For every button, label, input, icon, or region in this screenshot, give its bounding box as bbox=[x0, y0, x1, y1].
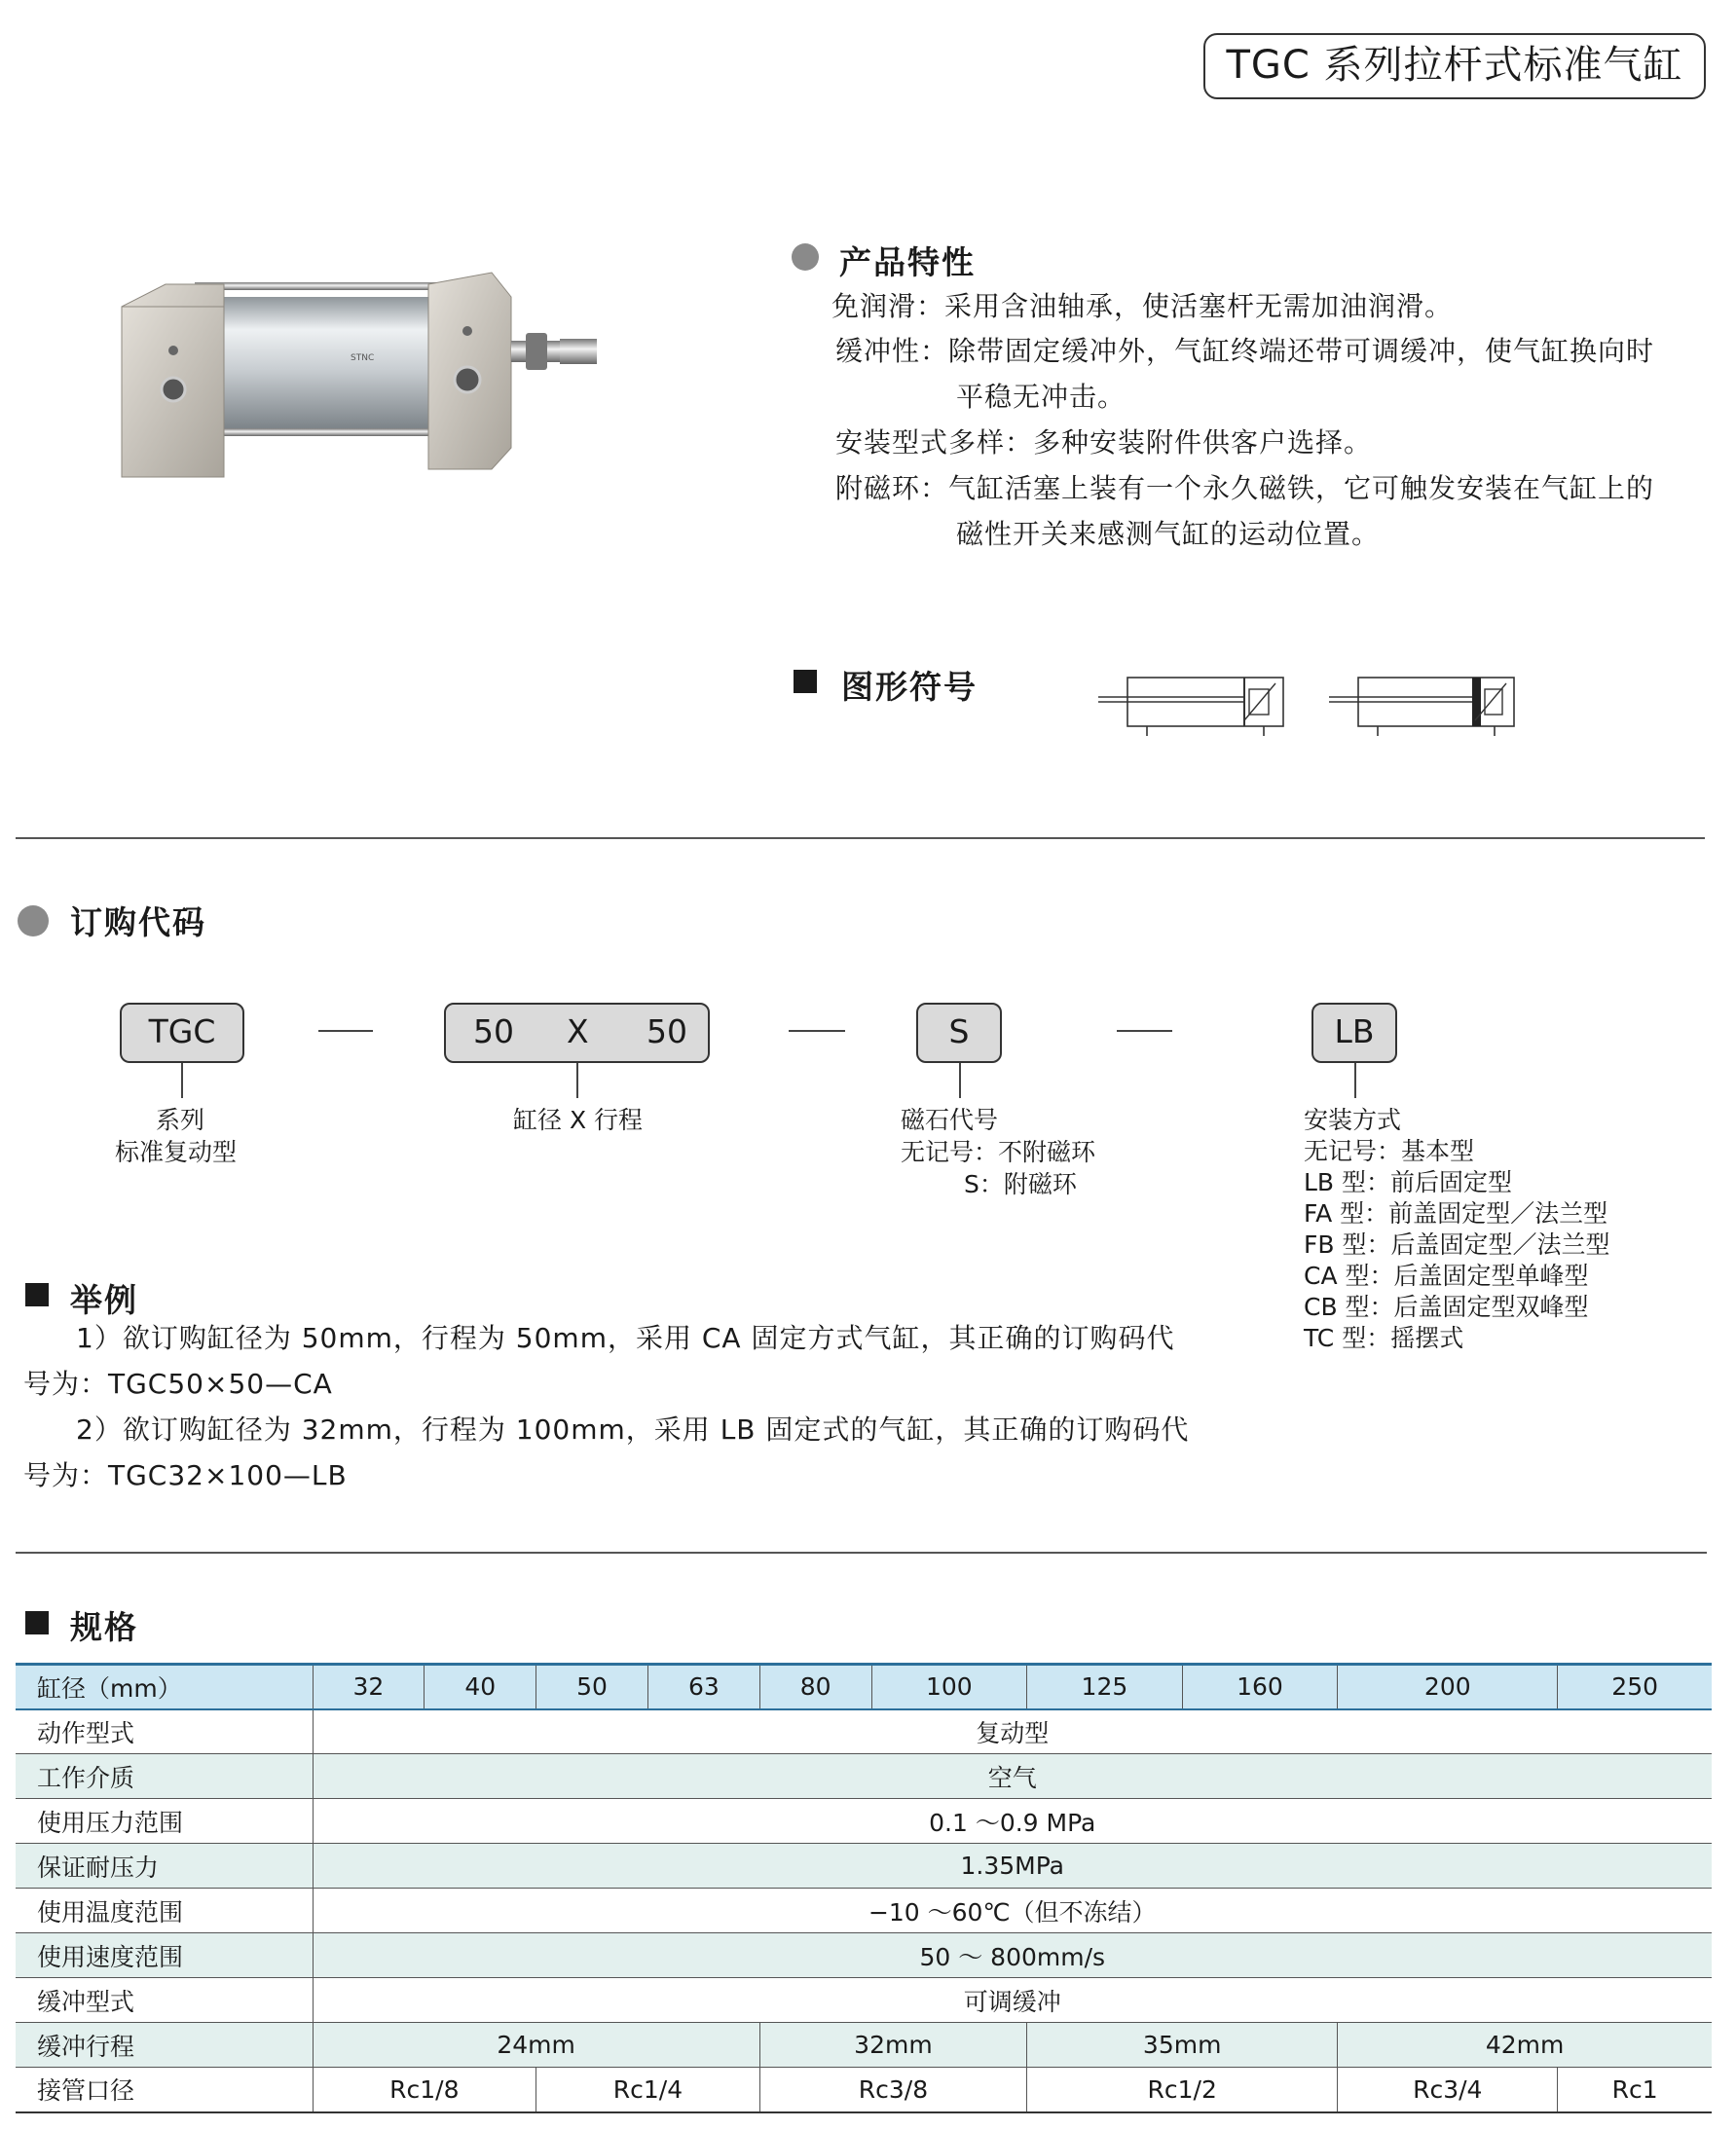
leader-line bbox=[181, 1063, 183, 1098]
mount-desc: 安装方式 bbox=[1304, 1106, 1402, 1134]
magnet-desc: S：附磁环 bbox=[964, 1170, 1077, 1198]
example-line: 2）欲订购缸径为 32mm，行程为 100mm，采用 LB 固定式的气缸，其正确的订购码代 bbox=[76, 1413, 1190, 1446]
cylinder-magnet-symbol-icon bbox=[1329, 670, 1524, 740]
magnet-code-box: S bbox=[916, 1003, 1002, 1063]
spec-table bbox=[16, 1663, 1712, 2113]
mount-desc: TC 型：摇摆式 bbox=[1304, 1324, 1464, 1352]
mount-desc: CB 型：后盖固定型双峰型 bbox=[1304, 1293, 1589, 1321]
row-value: Rc1/4 bbox=[536, 2068, 760, 2112]
series-desc: 系列 bbox=[156, 1106, 205, 1134]
row-value: 35mm bbox=[1027, 2023, 1338, 2068]
magnet-desc: 磁石代号 bbox=[901, 1106, 999, 1134]
row-label: 使用压力范围 bbox=[16, 1799, 313, 1844]
row-value: 复动型 bbox=[313, 1709, 1712, 1754]
mount-desc: 无记号：基本型 bbox=[1304, 1137, 1475, 1165]
feature-line: 平稳无冲击。 bbox=[956, 381, 1127, 413]
example-bullet-icon bbox=[25, 1283, 49, 1310]
divider bbox=[16, 1552, 1707, 1554]
mount-desc: FA 型：前盖固定型／法兰型 bbox=[1304, 1199, 1608, 1228]
mount-desc: CA 型：后盖固定型单峰型 bbox=[1304, 1262, 1589, 1290]
cylinder-symbol-icon bbox=[1098, 670, 1293, 740]
feature-line: 磁性开关来感测气缸的运动位置。 bbox=[956, 518, 1381, 550]
feature-line: 免润滑：采用含油轴承，使活塞杆无需加油润滑。 bbox=[831, 290, 1454, 322]
order-bullet-icon bbox=[18, 905, 49, 940]
bore-cell: 100 bbox=[871, 1665, 1027, 1709]
bore-stroke-code-box bbox=[444, 1003, 710, 1063]
row-value: Rc1/8 bbox=[313, 2068, 536, 2112]
brand-label: STNC bbox=[351, 353, 375, 363]
table-row bbox=[16, 1799, 1712, 1844]
table-row bbox=[16, 1754, 1712, 1799]
order-code-title: 订购代码 bbox=[70, 903, 206, 941]
example-title: 举例 bbox=[70, 1281, 138, 1319]
features-title: 产品特性 bbox=[839, 243, 976, 281]
mount-code-box: LB bbox=[1311, 1003, 1397, 1063]
code-separator bbox=[789, 1030, 845, 1032]
row-value: 42mm bbox=[1338, 2023, 1712, 2068]
leader-line bbox=[576, 1063, 578, 1098]
row-label: 工作介质 bbox=[16, 1754, 313, 1799]
leader-line bbox=[1354, 1063, 1356, 1098]
table-row bbox=[16, 1709, 1712, 1754]
bore-cell: 200 bbox=[1338, 1665, 1558, 1709]
example-line: 1）欲订购缸径为 50mm，行程为 50mm，采用 CA 固定方式气缸，其正确的订购码代 bbox=[76, 1322, 1175, 1354]
mount-desc: LB 型：前后固定型 bbox=[1304, 1168, 1513, 1196]
spec-title: 规格 bbox=[70, 1608, 138, 1646]
row-label: 保证耐压力 bbox=[16, 1844, 313, 1889]
row-value: 0.1 ～0.9 MPa bbox=[313, 1799, 1712, 1844]
bore-cell: 250 bbox=[1558, 1665, 1712, 1709]
feature-line: 附磁环：气缸活塞上装有一个永久磁铁，它可触发安装在气缸上的 bbox=[835, 472, 1655, 504]
row-label: 缓冲行程 bbox=[16, 2023, 313, 2068]
mount-desc: FB 型：后盖固定型／法兰型 bbox=[1304, 1230, 1610, 1259]
leader-line bbox=[959, 1063, 961, 1098]
row-label: 动作型式 bbox=[16, 1709, 313, 1754]
example-line: 号为：TGC50×50—CA bbox=[23, 1368, 333, 1400]
row-label: 使用温度范围 bbox=[16, 1889, 313, 1933]
bore-cell: 125 bbox=[1027, 1665, 1183, 1709]
bore-cell: 160 bbox=[1182, 1665, 1338, 1709]
table-row bbox=[16, 2023, 1712, 2068]
stroke-code: 50 bbox=[646, 1012, 687, 1050]
bore-cell: 50 bbox=[536, 1665, 648, 1709]
x-mark: X bbox=[567, 1012, 589, 1050]
symbols-bullet-icon bbox=[794, 670, 817, 697]
table-row bbox=[16, 1933, 1712, 1978]
spec-bullet-icon bbox=[25, 1611, 49, 1638]
bore-cell: 80 bbox=[759, 1665, 871, 1709]
table-row bbox=[16, 1978, 1712, 2023]
feature-line: 安装型式多样：多种安装附件供客户选择。 bbox=[835, 426, 1373, 459]
symbols-title: 图形符号 bbox=[841, 668, 978, 706]
row-value: Rc3/4 bbox=[1338, 2068, 1558, 2112]
feature-line: 缓冲性：除带固定缓冲外，气缸终端还带可调缓冲，使气缸换向时 bbox=[835, 335, 1655, 367]
table-row bbox=[16, 1844, 1712, 1889]
example-line: 号为：TGC32×100—LB bbox=[23, 1459, 348, 1491]
cylinder-product-image bbox=[107, 243, 613, 506]
code-separator bbox=[1117, 1030, 1172, 1032]
series-code-box: TGC bbox=[120, 1003, 244, 1063]
row-label: 缓冲型式 bbox=[16, 1978, 313, 2023]
table-row bbox=[16, 1889, 1712, 1933]
row-value: Rc3/8 bbox=[759, 2068, 1026, 2112]
bore-code: 50 bbox=[473, 1012, 514, 1050]
row-value: 1.35MPa bbox=[313, 1844, 1712, 1889]
row-label: 接管口径 bbox=[16, 2068, 313, 2112]
table-row bbox=[16, 2068, 1712, 2112]
magnet-desc: 无记号：不附磁环 bbox=[901, 1138, 1096, 1166]
row-value: Rc1 bbox=[1558, 2068, 1712, 2112]
series-desc: 标准复动型 bbox=[115, 1138, 238, 1166]
bore-cell: 63 bbox=[647, 1665, 759, 1709]
header-label: 缸径（mm） bbox=[16, 1665, 313, 1709]
table-header-row bbox=[16, 1665, 1712, 1709]
bore-cell: 32 bbox=[313, 1665, 425, 1709]
features-bullet-icon bbox=[792, 243, 819, 275]
row-value: −10 ～60℃（但不冻结） bbox=[313, 1889, 1712, 1933]
row-label: 使用速度范围 bbox=[16, 1933, 313, 1978]
row-value: 32mm bbox=[759, 2023, 1026, 2068]
divider bbox=[16, 837, 1705, 839]
row-value: 24mm bbox=[313, 2023, 759, 2068]
row-value: 空气 bbox=[313, 1754, 1712, 1799]
row-value: Rc1/2 bbox=[1027, 2068, 1338, 2112]
page-title: TGC 系列拉杆式标准气缸 bbox=[1203, 33, 1706, 99]
bore-cell: 40 bbox=[425, 1665, 536, 1709]
row-value: 50 ～ 800mm/s bbox=[313, 1933, 1712, 1978]
code-separator bbox=[318, 1030, 373, 1032]
bore-desc: 缸径 X 行程 bbox=[513, 1106, 644, 1134]
row-value: 可调缓冲 bbox=[313, 1978, 1712, 2023]
